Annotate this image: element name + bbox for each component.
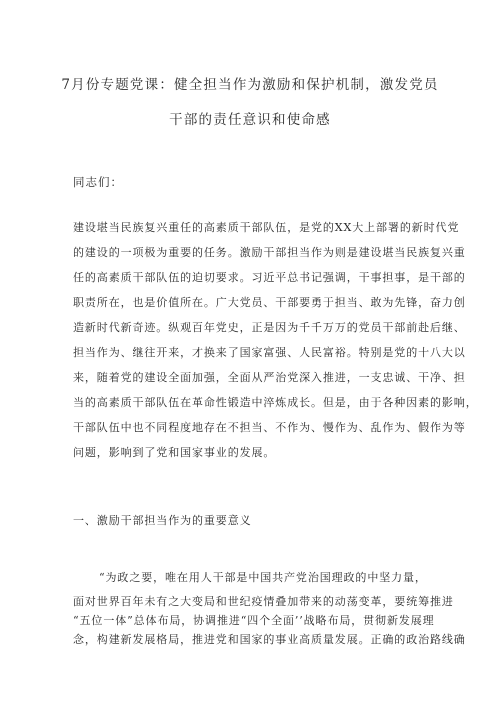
text-line: 念，构建新发展格局，推进党和国家的事业高质量发展。正确的政治路线确 — [73, 633, 466, 646]
text-line: 干部队伍中也不同程度地存在不担当、不作为、慢作为、乱作为、假作为等 — [73, 421, 466, 434]
text-line: 问题，影响到了党和国家事业的发展。 — [73, 446, 276, 459]
text-line: 任的高素质干部队伍的迫切要求。习近平总书记强调，干事担事，是干部的 — [73, 271, 466, 284]
salutation: 同志们： — [73, 175, 123, 189]
text-line: “为政之要，唯在用人干部是中国共产党治国理政的中坚力量， — [99, 571, 427, 584]
section-heading: 一、激励干部担当作为的重要意义 — [73, 514, 252, 527]
text-line: 的建设的一项极为重要的任务。激励干部担当作为则是建设堪当民族复兴重 — [73, 246, 466, 259]
text-line: 造新时代新奇迹。纵观百年党史，正是因为千千万万的党员干部前赴后继、 — [73, 321, 466, 334]
document-title-line-2: 干部的责任意识和使命感 — [169, 112, 331, 128]
text-line: 担当作为、继往开来，才换来了国家富强、人民富裕。特别是党的十八大以 — [73, 346, 466, 359]
text-line: 建设堪当民族复兴重任的高素质干部队伍，是党的XX大上部署的新时代党 — [73, 221, 460, 234]
body-paragraph — [73, 564, 466, 649]
text-line: 当的高素质干部队伍在革命性锻造中淬炼成长。但是，由于各种因素的影响， — [73, 396, 478, 409]
text-line: “五位一体”总体布局，协调推进“四个全面’’战略布局，贯彻新发展理 — [73, 614, 435, 627]
text-line: 职责所在，也是价值所在。广大党员、干部要勇于担当、敢为先锋，奋力创 — [73, 296, 466, 309]
document-title-line-1: 7月份专题党课：健全担当作为激励和保护机制，激发党员 — [61, 77, 439, 93]
text-line: 来，随着党的建设全面加强，全面从严治党深入推进，一支忠诚、干净、担 — [73, 371, 466, 384]
text-line: 面对世界百年未有之大变局和世纪疫情叠加带来的动荡变革，要统筹推进 — [73, 595, 454, 608]
intro-paragraph — [73, 215, 478, 465]
